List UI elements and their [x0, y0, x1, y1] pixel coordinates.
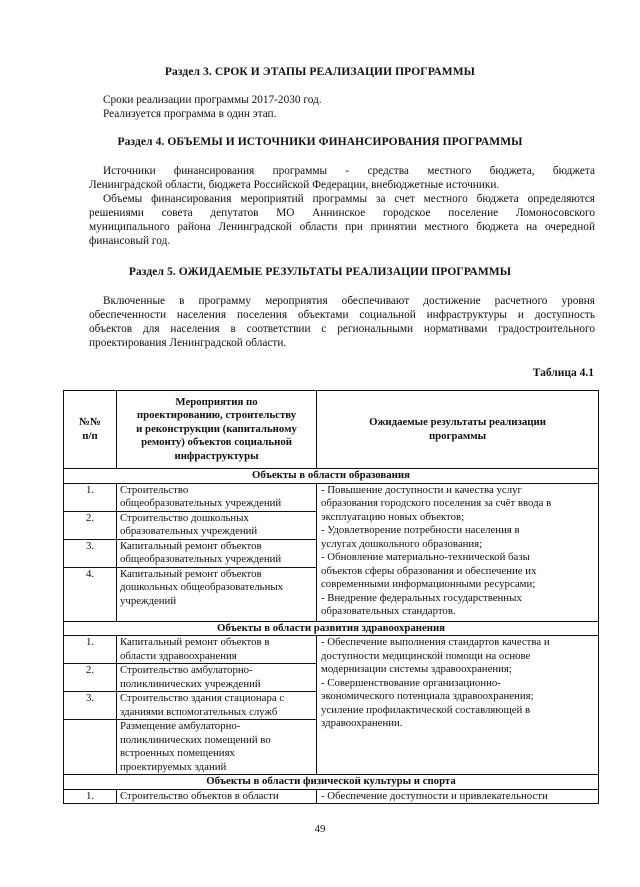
header-number: №№ п/п [64, 391, 117, 469]
group-results: - Обеспечение выполнения стандартов качества и доступности медицинской помощи на основе модернизации системы здравоохранения; - Совершенствование организационно- экономического потенциала здравоохранения; усиление профилактической составляющей в здравоохранении. [317, 636, 599, 775]
group-results: - Обеспечение доступности и привлекательности [317, 789, 599, 804]
table-caption: Таблица 4.1 [532, 367, 594, 379]
section-3-line: Сроки реализации программы 2017-2030 год. [103, 94, 322, 106]
row-measure: Строительство объектов в области [117, 789, 317, 804]
section-4-title: Раздел 4. ОБЪЕМЫ И ИСТОЧНИКИ ФИНАНСИРОВАНИЯ ПРОГРАММЫ [117, 136, 523, 148]
table-row [64, 636, 599, 664]
section-3-line: Реализуется программа в один этап. [103, 108, 277, 120]
header-results: Ожидаемые результаты реализации программы [317, 391, 599, 469]
table-row [64, 789, 599, 804]
section-5-title: Раздел 5. ОЖИДАЕМЫЕ РЕЗУЛЬТАТЫ РЕАЛИЗАЦИИ ПРОГРАММЫ [128, 266, 512, 278]
header-measures: Мероприятия по проектированию, строительству и реконструкции (капитальному ремонту) объектов социальной инфраструктуры [117, 391, 317, 469]
row-measure: Строительство дошкольных образовательных учреждений [117, 511, 317, 539]
row-number: 1. [64, 483, 117, 511]
row-measure: Капитальный ремонт объектов в области здравоохранения [117, 636, 317, 664]
group-title: Объекты в области физической культуры и спорта [64, 775, 599, 790]
table-header-row [64, 391, 599, 469]
section-4-paragraph-line: муниципального района Ленинградской области при принятии местного бюджета на очередной [89, 221, 595, 233]
section-4-paragraph-line: финансовый год. [89, 235, 171, 247]
row-measure: Строительство общеобразовательных учреждений [117, 483, 317, 511]
row-measure: Капитальный ремонт объектов дошкольных общеобразовательных учреждений [117, 567, 317, 621]
group-row [64, 621, 599, 636]
row-number: 4. [64, 567, 117, 621]
section-5-paragraph-line: проектирования Ленинградской области. [89, 337, 287, 349]
section-3-title: Раздел 3. СРОК И ЭТАПЫ РЕАЛИЗАЦИИ ПРОГРАММЫ [164, 66, 476, 78]
row-measure: Размещение амбулаторно- поликлинических помещений во встроенных помещениях проектируемых зданий [117, 720, 317, 775]
group-title: Объекты в области развития здравоохранения [64, 621, 599, 636]
row-measure: Строительство здания стационара с зданиями вспомогательных служб [117, 692, 317, 720]
section-4-paragraph-line: Источники финансирования программы - средства местного бюджета, бюджета [103, 165, 595, 177]
row-number [64, 720, 117, 775]
group-title: Объекты в области образования [64, 469, 599, 484]
section-4-paragraph-line: Ленинградской области, бюджета Российской Федерации, внебюджетные источники. [89, 179, 500, 191]
row-number: 2. [64, 664, 117, 692]
group-results: - Повышение доступности и качества услуг образования городского поселения за счёт ввода в эксплуатацию новых объектов; - Удовлетворение потребности населения в услугах дошкольного образования; - Обновление материально-технической базы объектов сферы образования и обеспечение их современными информационными ресурсами; - Внедрение федеральных государственных образовательных стандартов. [317, 483, 599, 621]
row-number: 1. [64, 636, 117, 664]
row-number: 2. [64, 511, 117, 539]
row-number: 1. [64, 789, 117, 804]
section-5-paragraph-line: объектов для населения в соответствии с региональными нормативами градостроительного [89, 323, 595, 335]
section-4-paragraph-line: Объемы финансирования мероприятий программы за счет местного бюджета определяются [103, 193, 595, 205]
row-measure: Капитальный ремонт объектов общеобразовательных учреждений [117, 539, 317, 567]
section-5-paragraph-line: обеспеченности населения поселения объектами социальной инфраструктуры и доступность [89, 309, 595, 321]
group-row [64, 469, 599, 484]
section-4-paragraph-line: решениями совета депутатов МО Аннинское городское поселение Ломоносовского [89, 207, 595, 219]
results-table [63, 390, 599, 804]
page-number: 49 [314, 823, 326, 835]
table-row [64, 483, 599, 511]
row-number: 3. [64, 692, 117, 720]
row-measure: Строительство амбулаторно- поликлинических учреждений [117, 664, 317, 692]
group-row [64, 775, 599, 790]
section-5-paragraph-line: Включенные в программу мероприятия обеспечивают достижение расчетного уровня [103, 295, 595, 307]
row-number: 3. [64, 539, 117, 567]
